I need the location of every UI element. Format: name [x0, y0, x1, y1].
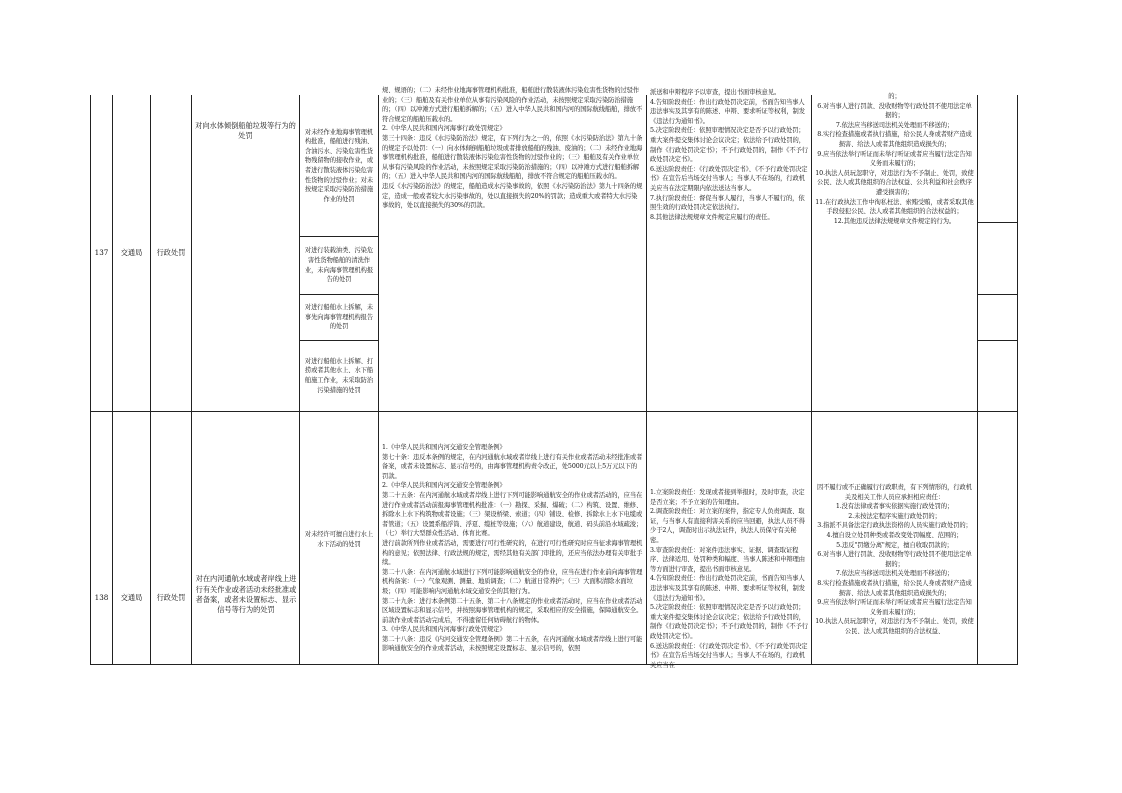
row-137-accountability: 的； 6.对当事人进行罚款、没收财物等行政处罚不使用法定单据的； 7.依法应当移送司法机关处理而不移送的； 8.实行检查措施或者执行措施，给公民人身或者财产造成损害、给法人或者其他组织造成损失的； 9.应当依法举行听证而未举行听证或者应当履行法定告知义务而未履行的； 10.执法人员玩忽职守，对违法行为不予制止、处罚，致使公民、法人或其他组织的合法权益、公共利益和社会秩序遭受损害的； 11.在行政执法工作中徇私枉法、索贿受贿，或者采取其他手段侵犯公民、法人或者其他组织的合法权益的； 12.其他违反法律法规规章文件规定的行为。	[815, 93, 974, 225]
row-138-number: 138	[94, 592, 109, 602]
row-137-subitem-2: 对进行装载油类、污染危害性货物船舶的清洗作业，未向海事管理机构报告的处罚	[304, 247, 374, 284]
row-137-bottom-line	[90, 411, 1018, 412]
col-line-8	[977, 95, 978, 665]
row-137-legal-basis: 规、规语的；（二）未经作业地海事管理机构批准，船舶进行散装液体污染危害性货物的过驳作业的；（三）船舶及有关作业单位从事有污染风险的作业活动，未按照规定采取污染防治措施的；（四）以冲滩方式进行船舶拆解的；（五）进入中华人民共和国内河的国际航线船舶，排放不符合规定的船舶压载水的。 2.《中华人民共和国内河海事行政处罚规定》 第三十四条：违反《水污染防治法》规定，有下列行为之一的，依照《水污染防治法》第九十条的规定予以处罚：（一）向水体倾倒船舶垃圾或者排放船舶的残油、废油的；（二）未经作业地海事管理机构批准，船舶进行散装液体污染危害性货物的过驳作业的；（三）船舶及有关作业单位从事有污染风险的作业活动，未按照规定采取污染防治措施的；（四）以冲滩方式进行船舶拆解的；（五）进入中华人民共和国内河的国际航线船舶，排放不符合规定的船舶压载水的。 违反《水污染防治法》的规定，船舶造成水污染事故的，依照《水污染防治法》第九十四条的规定，造成一般或者较大水污染事故的，处以直接损失的20%的罚款；造成重大或者特大水污染事故的，处以直接损失的30%的罚款。	[382, 87, 643, 210]
row-138-accountability: 因不履行或不正确履行行政职责，有下列情形的，行政机关及相关工作人员应承担相应责任： 1.没有法律或者事实依据实施行政处罚的； 2.未按法定程序实施行政处罚的； 3.指派不具备法定行政执法资格的人员实施行政处罚的； 4.擅自设立处罚种类或者改变处罚幅度、范围的； 5.违反"罚缴分离"规定，擅自收取罚款的； 6.对当事人进行罚款、没收财物等行政处罚不使用法定单据的； 7.依法应当移送司法机关处理而不移送的； 8.实行检查措施或者执行措施，给公民人身或者财产造成损害、给法人或者其他组织造成损失的； 9.应当依法举行听证而未举行听证或者应当履行法定告知义务而未履行的； 10.执法人员玩忽职守，对违法行为不予制止、处罚，致使公民、法人或其他组织的合法权益、	[815, 484, 974, 635]
row-137-type: 行政处罚	[156, 248, 186, 258]
last-col-line-2	[977, 294, 1018, 295]
row-138-bottom-line	[90, 664, 1018, 665]
row-137-subitem-4: 对进行船舶水上拆解、打捞或者其他水上、水下船舶施工作业，未采取防治污染措施的处罚	[304, 357, 374, 394]
col-line-3	[191, 95, 192, 665]
row-138-legal-basis: 1.《中华人民共和国内河交通安全管理条例》 第七十条：违反本条例的规定，在内河通航水域或者岸线上进行有关作业或者活动未经批准或者备案，或者未设置标志、显示信号的，由海事管理机构责令改正，处5000元以上5万元以下的罚款。 2.《中华人民共和国内河交通安全管理条例》 第二十五条：在内河通航水域或者岸线上进行下列可能影响通航安全的作业或者活动的，应当在进行作业或者活动前报海事管理机构批准：（一）勘探、采掘、爆破；（二）构筑、设置、维修、拆除水上水下构筑物或者设施；（三）架设桥梁、索道；（四）铺设、检修、拆除水上水下电缆或者管道；（五）设置系船浮筒、浮趸、缆桩等设施；（六）航道建设，航道、码头前沿水域疏浚；（七）举行大型群众性活动、体育比赛。 进行前款所列作业或者活动，需要进行可行性研究的，在进行可行性研究时应当征求海事管理机构的意见；依照法律、行政法规的规定，需经其他有关部门审批的，还应当依法办理有关审批手续。 第二十八条：在内河通航水域进行下列可能影响通航安全的作业，应当在进行作业前向海事管理机构备案：（一）气象观测、测量、地质调查；（二）航道日常养护；（三）大面积清除水面垃圾；（四）可能影响内河通航水域交通安全的其他行为。 第二十九条：进行本条例第二十五条、第二十八条规定的作业或者活动时，应当在作业或者活动区域设置标志和显示信号，并按照海事管理机构的规定，采取相应的安全措施，保障通航安全。 前款作业或者活动完成后，不得遗留任何妨碍航行的物体。 3.《中华人民共和国内河海事行政处罚规定》 第二十八条：违反《内河交通安全管理条例》第二十五条，在内河通航水域或者岸线上进行可能影响通航安全的作业或者活动，未按照规定设置标志、显示信号的，依照	[382, 444, 643, 653]
row-138-department: 交通局	[120, 592, 143, 602]
row-137-subitem-1: 对未经作业地海事管理机构批准，船舶进行残油、含油污水、污染危害性货物残留物的接收作业，或者进行散装液体污染危害性货物的过驳作业；对未按规定采取污染防治措施作业的处罚	[304, 128, 374, 203]
last-col-line-1	[977, 222, 1018, 223]
row-138-subitem-1: 对未经许可擅自进行水上水下活动的处罚	[304, 531, 374, 548]
row-137-subitem-3: 对进行船舶水上拆解，未事先向海事管理机构报告的处罚	[304, 304, 374, 331]
row-137-item: 对向水体倾倒船舶垃圾等行为的处罚	[195, 120, 296, 140]
row-138-type: 行政处罚	[156, 592, 186, 602]
row-137-procedure: 派送和申辩程序予以审查，提出书面审核意见。 4.告知阶段责任：作出行政处罚决定前，书面告知当事人违法事实及其享有的陈述、申辩、要求听证等权利，制发《违法行为通知书》。 5.决定阶段责任：依照审理情况决定是否予以行政处罚；重大案件提交集体讨论会议决定；依法给予行政处罚的，制作《行政处罚决定书》；不予行政处罚的，制作《不予行政处罚决定书》。 6.送达阶段责任：《行政处罚决定书》、《不予行政处罚决定书》在宣告后当场交付当事人；当事人不在场的，行政机关应当在法定期限内依法送达当事人。 7.执行阶段责任：督促当事人履行，当事人不履行的，依照生效的行政处罚决定依法执行。 8.其他法律法规规章文件规定应履行的责任。	[650, 89, 808, 221]
col-line-6	[646, 95, 647, 665]
col-line-5	[378, 95, 379, 665]
col-line-4	[299, 95, 300, 665]
row-137-department: 交通局	[120, 248, 143, 258]
row-138-procedure: 1.立案阶段责任：发现或者接到举报时，及时审查，决定是否立案；不予立案的告知理由。 2.调查阶段责任：对立案的案件，指定专人负责调查、取证，与当事人有直接利害关系的应当回避，执法人员不得少于2人，调查时出示执法证件，执法人员保守有关秘密。 3.审查阶段责任：对案件违法事实、证据、调查取证程序、法律适用、处罚种类和幅度、当事人陈述和申辩理由等方面进行审查，提出书面审核意见。 4.告知阶段责任：作出行政处罚决定前，书面告知当事人违法事实及其享有的陈述、申辩、要求听证等权利，制发《违法行为通知书》。 5.决定阶段责任：依照审理情况决定是否予以行政处罚；重大案件提交集体讨论会议决定；依法给予行政处罚的，制作《行政处罚决定书》；不予行政处罚的，制作《不予行政处罚决定书》。 6.送达阶段责任：《行政处罚决定书》、《不予行政处罚决定书》在宣告后当场交付当事人；当事人不在场的，行政机关应当在	[650, 489, 808, 669]
col-line-9	[1017, 95, 1018, 665]
row-137-number: 137	[94, 248, 109, 258]
col-line-7	[811, 95, 812, 665]
row-138-item: 对在内河通航水域或者岸线上进行有关作业或者活动未经批准或者备案，或者未设置标志、显示信号等行为的处罚	[195, 574, 297, 615]
last-col-line-3	[977, 340, 1018, 341]
